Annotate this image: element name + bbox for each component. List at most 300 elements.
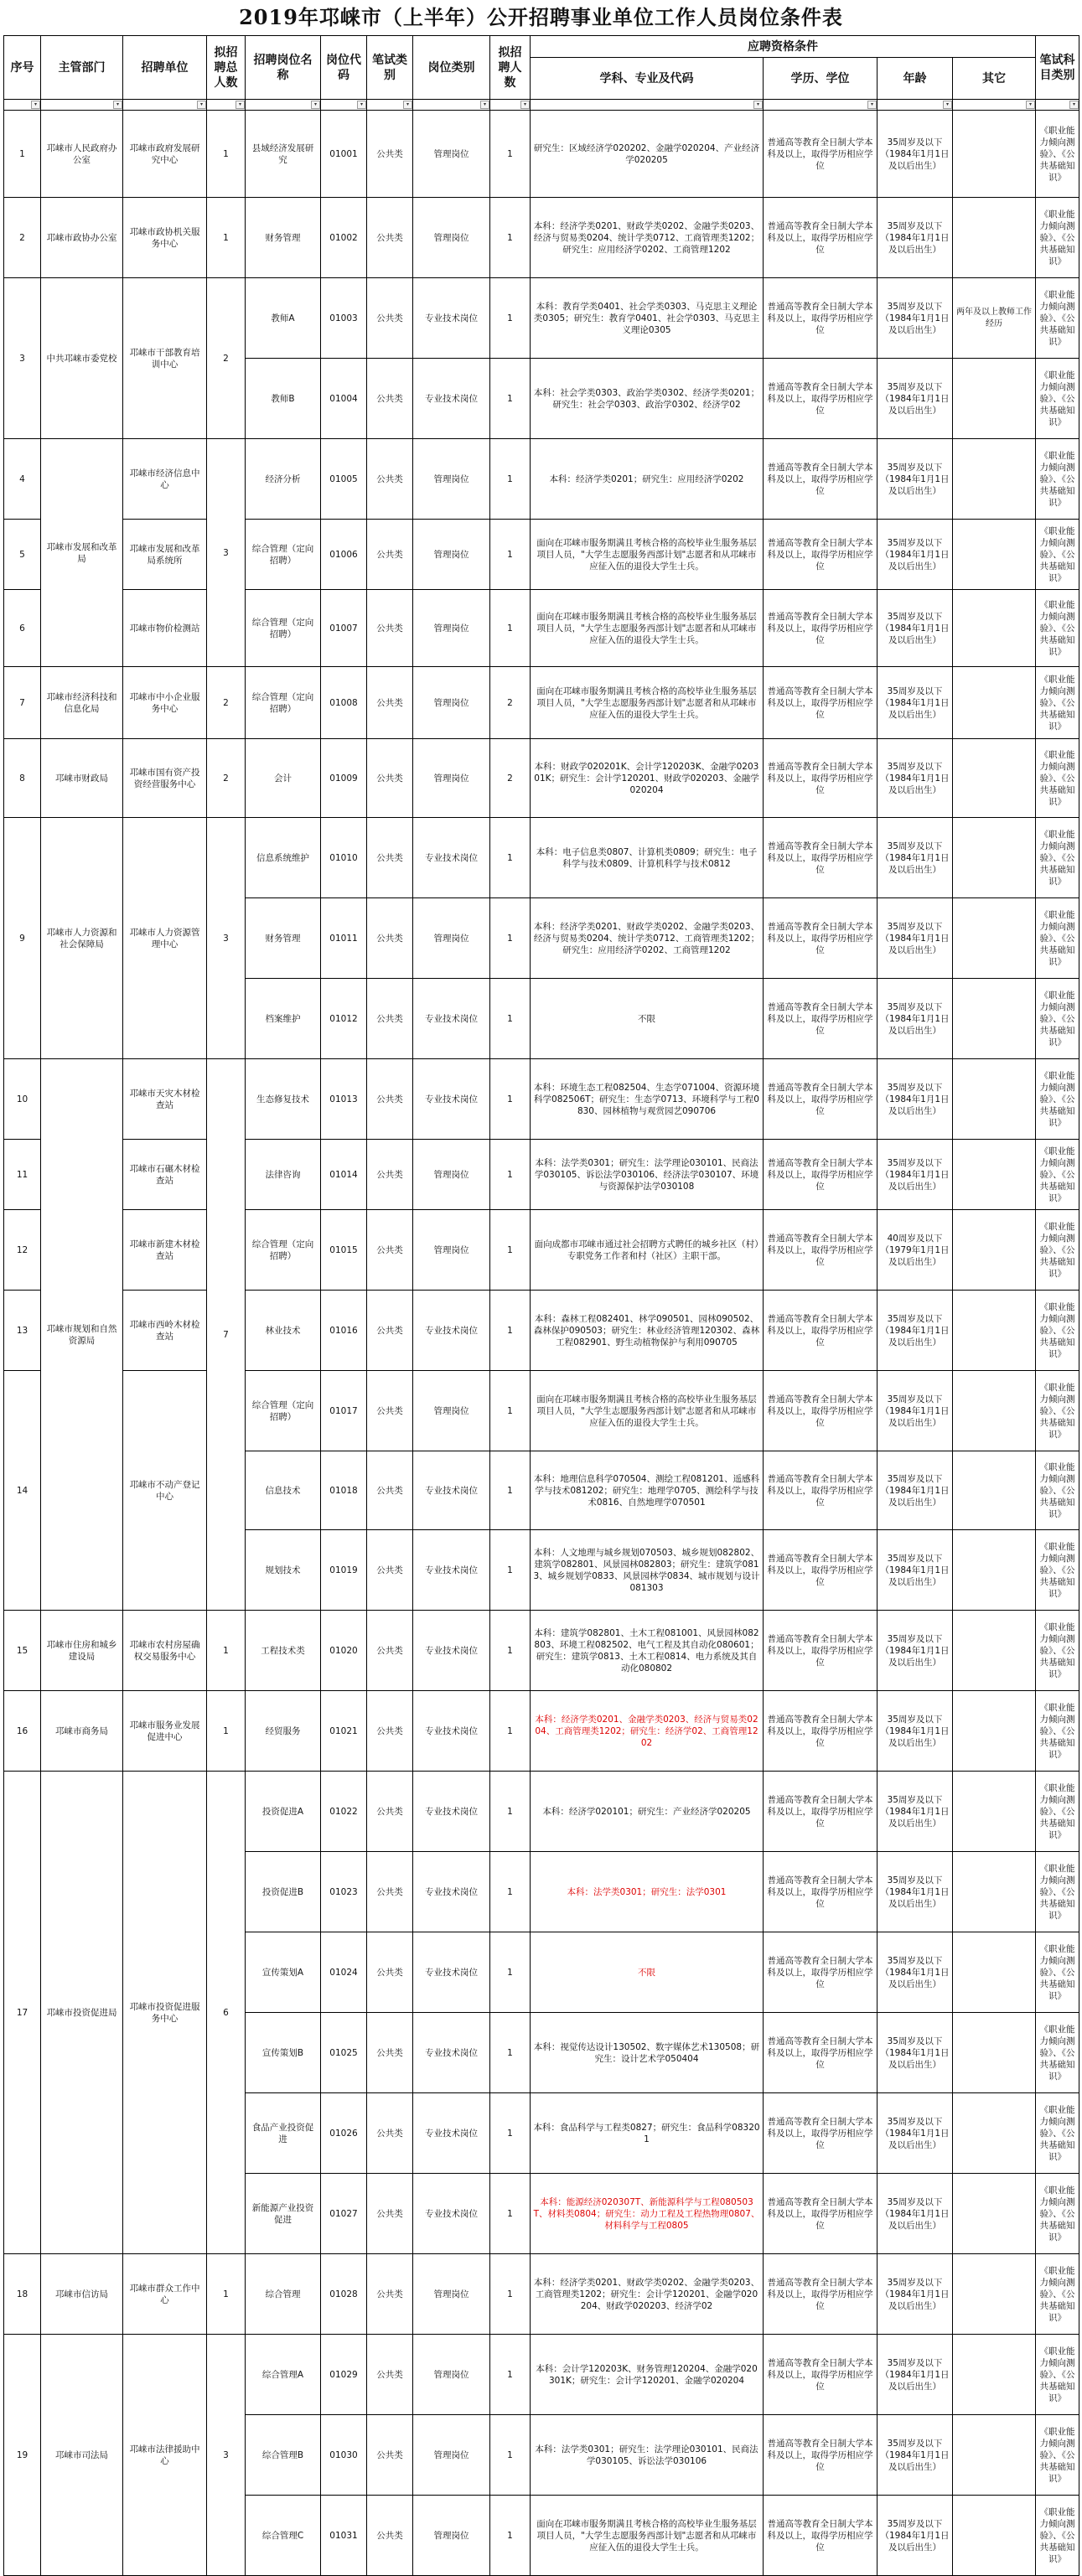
cell-exam-type: 公共类	[367, 1451, 413, 1530]
cell-seq: 2	[4, 198, 41, 278]
cell-other	[953, 1371, 1036, 1451]
cell-education: 普通高等教育全日制大学本科及以上，取得学历相应学位	[764, 359, 878, 439]
cell-unit: 邛崃市干部教育培训中心	[123, 278, 207, 439]
cell-exam-type: 公共类	[367, 1932, 413, 2013]
cell-position-name: 综合管理	[246, 2254, 321, 2335]
cell-age: 35周岁及以下（1984年1月1日及以后出生）	[878, 1451, 953, 1530]
cell-seq: 1	[4, 111, 41, 198]
cell-count: 1	[490, 2013, 531, 2093]
cell-total: 1	[207, 198, 246, 278]
cell-other	[953, 198, 1036, 278]
cell-dept: 邛崃市发展和改革局	[41, 439, 123, 667]
cell-exam-type: 公共类	[367, 979, 413, 1059]
cell-seq: 7	[4, 667, 41, 739]
cell-position-name: 食品产业投资促进	[246, 2093, 321, 2174]
cell-count: 1	[490, 359, 531, 439]
cell-dept: 邛崃市政协办公室	[41, 198, 123, 278]
cell-dept: 邛崃市规划和自然资源局	[41, 1059, 123, 1611]
table-row	[4, 2335, 1079, 2415]
position-table	[3, 35, 1079, 2576]
cell-age: 35周岁及以下（1984年1月1日及以后出生）	[878, 198, 953, 278]
cell-other	[953, 2013, 1036, 2093]
cell-position-code: 01018	[321, 1451, 367, 1530]
cell-other	[953, 359, 1036, 439]
cell-other	[953, 590, 1036, 667]
cell-dept: 邛崃市住房和城乡建设局	[41, 1611, 123, 1691]
cell-position-type: 专业技术岗位	[413, 818, 490, 898]
cell-position-type: 专业技术岗位	[413, 278, 490, 359]
cell-position-code: 01002	[321, 198, 367, 278]
cell-unit: 邛崃市国有资产投资经营服务中心	[123, 739, 207, 818]
cell-exam-type: 公共类	[367, 1530, 413, 1611]
cell-position-type: 专业技术岗位	[413, 1451, 490, 1530]
cell-position-code: 01005	[321, 439, 367, 520]
cell-seq: 11	[4, 1140, 41, 1210]
header-subject: 笔试科目类别	[1036, 36, 1079, 100]
header-dept: 主管部门	[41, 36, 123, 100]
cell-position-name: 宣传策划B	[246, 2013, 321, 2093]
cell-major: 本科：环境生态工程082504、生态学071004、资源环境科学082506T；研究生：生态学0713、环境科学与工程0830、园林植物与观赏园艺090706	[531, 1059, 764, 1140]
cell-major: 本科：法学类0301；研究生：法学理论030101、民商法学030105、诉讼法学030106	[531, 2415, 764, 2496]
cell-age: 35周岁及以下（1984年1月1日及以后出生）	[878, 979, 953, 1059]
cell-unit: 邛崃市不动产登记中心	[123, 1371, 207, 1611]
cell-seq: 19	[4, 2335, 41, 2576]
table-row	[4, 1210, 1079, 1291]
cell-other	[953, 1852, 1036, 1932]
cell-position-code: 01020	[321, 1611, 367, 1691]
cell-count: 1	[490, 1371, 531, 1451]
filter-row	[4, 100, 1079, 111]
cell-education: 普通高等教育全日制大学本科及以上，取得学历相应学位	[764, 1291, 878, 1371]
cell-count: 1	[490, 2174, 531, 2254]
table-row	[4, 111, 1079, 198]
cell-seq: 4	[4, 439, 41, 520]
cell-position-type: 专业技术岗位	[413, 1611, 490, 1691]
cell-position-type: 管理岗位	[413, 198, 490, 278]
cell-count: 1	[490, 520, 531, 590]
cell-other	[953, 739, 1036, 818]
cell-major: 本科：人文地理与城乡规划070503、城乡规划082802、建筑学082801、风景园林082803；研究生：建筑学0813、城乡规划学0833、风景园林学0834、城市规划与设计081303	[531, 1530, 764, 1611]
cell-exam-subject: 《职业能力倾向测验》、《公共基础知识》	[1036, 739, 1079, 818]
cell-position-code: 01023	[321, 1852, 367, 1932]
cell-unit: 邛崃市群众工作中心	[123, 2254, 207, 2335]
cell-education: 普通高等教育全日制大学本科及以上，取得学历相应学位	[764, 818, 878, 898]
cell-age: 35周岁及以下（1984年1月1日及以后出生）	[878, 818, 953, 898]
cell-education: 普通高等教育全日制大学本科及以上，取得学历相应学位	[764, 1772, 878, 1852]
cell-position-name: 综合管理C	[246, 2496, 321, 2576]
cell-age: 35周岁及以下（1984年1月1日及以后出生）	[878, 590, 953, 667]
cell-position-code: 01030	[321, 2415, 367, 2496]
cell-exam-type: 公共类	[367, 2415, 413, 2496]
cell-age: 35周岁及以下（1984年1月1日及以后出生）	[878, 2093, 953, 2174]
cell-position-code: 01027	[321, 2174, 367, 2254]
cell-age: 35周岁及以下（1984年1月1日及以后出生）	[878, 1611, 953, 1691]
cell-education: 普通高等教育全日制大学本科及以上，取得学历相应学位	[764, 1210, 878, 1291]
filter-arrow-icon[interactable]: ▾	[943, 101, 952, 109]
cell-position-name: 生态修复技术	[246, 1059, 321, 1140]
cell-other	[953, 2174, 1036, 2254]
filter-arrow-icon[interactable]: ▾	[31, 101, 40, 109]
cell-position-name: 财务管理	[246, 898, 321, 979]
cell-position-code: 01021	[321, 1691, 367, 1772]
cell-education: 普通高等教育全日制大学本科及以上，取得学历相应学位	[764, 2335, 878, 2415]
cell-exam-subject: 《职业能力倾向测验》、《公共基础知识》	[1036, 2415, 1079, 2496]
cell-major: 本科：电子信息类0807、计算机类0809；研究生：电子科学与技术0809、计算机科学与技术0812	[531, 818, 764, 898]
table-row	[4, 1291, 1079, 1371]
cell-seq: 9	[4, 818, 41, 1059]
cell-count: 1	[490, 590, 531, 667]
cell-position-name: 教师A	[246, 278, 321, 359]
header-type: 岗位类别	[413, 36, 490, 100]
cell-major: 本科：地理信息科学070504、测绘工程081201、遥感科学与技术081202；研究生：地理学0705、测绘科学与技术0816、自然地理学070501	[531, 1451, 764, 1530]
cell-unit: 邛崃市新建木材检查站	[123, 1210, 207, 1291]
cell-major: 本科：财政学020201K、会计学120203K、金融学020301K；研究生：会计学120201、财政学020203、金融学020204	[531, 739, 764, 818]
cell-position-type: 专业技术岗位	[413, 2013, 490, 2093]
table-row	[4, 1059, 1079, 1140]
cell-total: 2	[207, 278, 246, 439]
cell-education: 普通高等教育全日制大学本科及以上，取得学历相应学位	[764, 1140, 878, 1210]
cell-position-name: 综合管理（定向招聘）	[246, 590, 321, 667]
cell-other	[953, 1611, 1036, 1691]
cell-position-type: 管理岗位	[413, 439, 490, 520]
cell-count: 1	[490, 2254, 531, 2335]
cell-exam-subject: 《职业能力倾向测验》、《公共基础知识》	[1036, 2335, 1079, 2415]
header-unit: 招聘单位	[123, 36, 207, 100]
cell-exam-subject: 《职业能力倾向测验》、《公共基础知识》	[1036, 2013, 1079, 2093]
cell-major: 本科：教育学类0401、社会学类0303、马克思主义理论类0305；研究生：教育学0401、社会学0303、马克思主义理论0305	[531, 278, 764, 359]
cell-age: 35周岁及以下（1984年1月1日及以后出生）	[878, 2254, 953, 2335]
cell-count: 1	[490, 2335, 531, 2415]
filter-arrow-icon[interactable]: ▾	[113, 101, 122, 109]
cell-other	[953, 1530, 1036, 1611]
header-edu: 学历、学位	[764, 58, 878, 100]
cell-position-name: 投资促进B	[246, 1852, 321, 1932]
cell-position-type: 管理岗位	[413, 2496, 490, 2576]
cell-seq: 16	[4, 1691, 41, 1772]
cell-position-code: 01019	[321, 1530, 367, 1611]
cell-position-code: 01024	[321, 1932, 367, 2013]
cell-exam-type: 公共类	[367, 1210, 413, 1291]
cell-major: 本科：能源经济020307T、新能源科学与工程080503T、材料类0804；研究生：动力工程及工程热物理0807、材料科学与工程0805	[531, 2174, 764, 2254]
cell-dept: 中共邛崃市委党校	[41, 278, 123, 439]
filter-arrow-icon[interactable]: ▾	[1069, 101, 1079, 109]
cell-exam-type: 公共类	[367, 590, 413, 667]
filter-arrow-icon[interactable]: ▾	[1026, 101, 1035, 109]
cell-exam-subject: 《职业能力倾向测验》、《公共基础知识》	[1036, 1371, 1079, 1451]
cell-unit: 邛崃市西岭木材检查站	[123, 1291, 207, 1371]
cell-exam-type: 公共类	[367, 198, 413, 278]
cell-count: 2	[490, 667, 531, 739]
cell-position-code: 01007	[321, 590, 367, 667]
cell-major: 本科：经济学类0201、财政学类0202、金融学类0203、经济与贸易类0204、统计学类0712、工商管理类1202；研究生：应用经济学0202、工商管理1202	[531, 198, 764, 278]
table-row	[4, 1140, 1079, 1210]
cell-seq: 10	[4, 1059, 41, 1140]
cell-position-code: 01016	[321, 1291, 367, 1371]
cell-position-type: 专业技术岗位	[413, 1772, 490, 1852]
cell-major: 不限	[531, 979, 764, 1059]
cell-other	[953, 2415, 1036, 2496]
cell-position-name: 综合管理（定向招聘）	[246, 667, 321, 739]
cell-exam-subject: 《职业能力倾向测验》、《公共基础知识》	[1036, 1772, 1079, 1852]
cell-major: 本科：森林工程082401、林学090501、园林090502、森林保护090503；研究生：林业经济管理120302、森林工程082901、野生动植物保护与利用090705	[531, 1291, 764, 1371]
cell-major: 不限	[531, 1932, 764, 2013]
cell-exam-subject: 《职业能力倾向测验》、《公共基础知识》	[1036, 1530, 1079, 1611]
cell-unit: 邛崃市物价检测站	[123, 590, 207, 667]
cell-count: 1	[490, 818, 531, 898]
cell-exam-subject: 《职业能力倾向测验》、《公共基础知识》	[1036, 198, 1079, 278]
header-seq: 序号	[4, 36, 41, 100]
cell-education: 普通高等教育全日制大学本科及以上，取得学历相应学位	[764, 2496, 878, 2576]
table-row	[4, 278, 1079, 359]
cell-age: 35周岁及以下（1984年1月1日及以后出生）	[878, 1530, 953, 1611]
cell-count: 1	[490, 1932, 531, 2013]
cell-exam-subject: 《职业能力倾向测验》、《公共基础知识》	[1036, 2093, 1079, 2174]
table-row	[4, 1772, 1079, 1852]
table-row	[4, 739, 1079, 818]
cell-position-name: 法律咨询	[246, 1140, 321, 1210]
cell-seq: 15	[4, 1611, 41, 1691]
cell-exam-subject: 《职业能力倾向测验》、《公共基础知识》	[1036, 2174, 1079, 2254]
cell-age: 35周岁及以下（1984年1月1日及以后出生）	[878, 1059, 953, 1140]
cell-count: 1	[490, 1772, 531, 1852]
cell-exam-type: 公共类	[367, 898, 413, 979]
cell-position-type: 管理岗位	[413, 1210, 490, 1291]
cell-exam-subject: 《职业能力倾向测验》、《公共基础知识》	[1036, 979, 1079, 1059]
cell-unit: 邛崃市人力资源管理中心	[123, 818, 207, 1059]
cell-exam-subject: 《职业能力倾向测验》、《公共基础知识》	[1036, 111, 1079, 198]
filter-arrow-icon[interactable]: ▾	[753, 101, 763, 109]
cell-education: 普通高等教育全日制大学本科及以上，取得学历相应学位	[764, 439, 878, 520]
cell-unit: 邛崃市石碾木材检查站	[123, 1140, 207, 1210]
cell-total: 1	[207, 1691, 246, 1772]
cell-other	[953, 439, 1036, 520]
cell-age: 35周岁及以下（1984年1月1日及以后出生）	[878, 2415, 953, 2496]
cell-other	[953, 2254, 1036, 2335]
cell-education: 普通高等教育全日制大学本科及以上，取得学历相应学位	[764, 520, 878, 590]
cell-other	[953, 667, 1036, 739]
cell-age: 35周岁及以下（1984年1月1日及以后出生）	[878, 1852, 953, 1932]
cell-position-name: 投资促进A	[246, 1772, 321, 1852]
cell-position-type: 专业技术岗位	[413, 1691, 490, 1772]
cell-other	[953, 2335, 1036, 2415]
cell-count: 2	[490, 739, 531, 818]
cell-age: 35周岁及以下（1984年1月1日及以后出生）	[878, 1291, 953, 1371]
cell-exam-subject: 《职业能力倾向测验》、《公共基础知识》	[1036, 667, 1079, 739]
cell-position-type: 专业技术岗位	[413, 359, 490, 439]
cell-position-name: 档案维护	[246, 979, 321, 1059]
cell-other	[953, 1291, 1036, 1371]
cell-position-name: 经贸服务	[246, 1691, 321, 1772]
cell-age: 35周岁及以下（1984年1月1日及以后出生）	[878, 1691, 953, 1772]
cell-position-type: 专业技术岗位	[413, 1530, 490, 1611]
filter-arrow-icon[interactable]: ▾	[520, 101, 530, 109]
cell-seq: 5	[4, 520, 41, 590]
cell-dept: 邛崃市投资促进局	[41, 1772, 123, 2254]
cell-other	[953, 1140, 1036, 1210]
cell-other	[953, 1932, 1036, 2013]
cell-dept: 邛崃市商务局	[41, 1691, 123, 1772]
cell-position-type: 管理岗位	[413, 898, 490, 979]
cell-count: 1	[490, 1291, 531, 1371]
cell-total: 3	[207, 818, 246, 1059]
cell-position-name: 教师B	[246, 359, 321, 439]
cell-position-name: 信息技术	[246, 1451, 321, 1530]
cell-position-code: 01029	[321, 2335, 367, 2415]
cell-exam-type: 公共类	[367, 359, 413, 439]
filter-arrow-icon[interactable]: ▾	[403, 101, 412, 109]
cell-position-name: 综合管理（定向招聘）	[246, 1210, 321, 1291]
cell-education: 普通高等教育全日制大学本科及以上，取得学历相应学位	[764, 2174, 878, 2254]
cell-age: 35周岁及以下（1984年1月1日及以后出生）	[878, 278, 953, 359]
cell-age: 35周岁及以下（1984年1月1日及以后出生）	[878, 520, 953, 590]
cell-position-type: 专业技术岗位	[413, 1291, 490, 1371]
cell-exam-type: 公共类	[367, 2013, 413, 2093]
cell-exam-subject: 《职业能力倾向测验》、《公共基础知识》	[1036, 278, 1079, 359]
cell-exam-subject: 《职业能力倾向测验》、《公共基础知识》	[1036, 1210, 1079, 1291]
cell-major: 本科：经济学类0201、财政学类0202、金融学类0203、经济与贸易类0204、统计学类0712、工商管理类1202；研究生：应用经济学0202、工商管理1202	[531, 898, 764, 979]
cell-education: 普通高等教育全日制大学本科及以上，取得学历相应学位	[764, 898, 878, 979]
filter-arrow-icon[interactable]: ▾	[480, 101, 489, 109]
cell-exam-type: 公共类	[367, 1291, 413, 1371]
cell-education: 普通高等教育全日制大学本科及以上，取得学历相应学位	[764, 1059, 878, 1140]
cell-exam-subject: 《职业能力倾向测验》、《公共基础知识》	[1036, 898, 1079, 979]
cell-age: 35周岁及以下（1984年1月1日及以后出生）	[878, 2496, 953, 2576]
cell-major: 研究生：区域经济学020202、金融学020204、产业经济学020205	[531, 111, 764, 198]
cell-exam-subject: 《职业能力倾向测验》、《公共基础知识》	[1036, 520, 1079, 590]
cell-other	[953, 1210, 1036, 1291]
header-age: 年龄	[878, 58, 953, 100]
filter-arrow-icon[interactable]: ▾	[357, 101, 366, 109]
cell-unit: 邛崃市农村房屋确权交易服务中心	[123, 1611, 207, 1691]
cell-exam-type: 公共类	[367, 1140, 413, 1210]
cell-position-code: 01001	[321, 111, 367, 198]
cell-total: 3	[207, 439, 246, 667]
cell-position-code: 01014	[321, 1140, 367, 1210]
cell-position-code: 01028	[321, 2254, 367, 2335]
filter-arrow-icon[interactable]: ▾	[311, 101, 320, 109]
cell-count: 1	[490, 1691, 531, 1772]
cell-education: 普通高等教育全日制大学本科及以上，取得学历相应学位	[764, 198, 878, 278]
page-title: 2019年邛崃市（上半年）公开招聘事业单位工作人员岗位条件表	[239, 5, 843, 29]
cell-seq: 13	[4, 1291, 41, 1371]
header-other: 其它	[953, 58, 1036, 100]
cell-position-code: 01015	[321, 1210, 367, 1291]
cell-other	[953, 1059, 1036, 1140]
cell-age: 35周岁及以下（1984年1月1日及以后出生）	[878, 1371, 953, 1451]
cell-age: 35周岁及以下（1984年1月1日及以后出生）	[878, 2335, 953, 2415]
table-row	[4, 520, 1079, 590]
cell-education: 普通高等教育全日制大学本科及以上，取得学历相应学位	[764, 1611, 878, 1691]
cell-education: 普通高等教育全日制大学本科及以上，取得学历相应学位	[764, 2093, 878, 2174]
cell-exam-type: 公共类	[367, 520, 413, 590]
cell-education: 普通高等教育全日制大学本科及以上，取得学历相应学位	[764, 667, 878, 739]
cell-position-name: 县域经济发展研究	[246, 111, 321, 198]
cell-exam-subject: 《职业能力倾向测验》、《公共基础知识》	[1036, 2254, 1079, 2335]
cell-age: 40周岁及以下（1979年1月1日及以后出生）	[878, 1210, 953, 1291]
cell-other	[953, 1691, 1036, 1772]
cell-other	[953, 2496, 1036, 2576]
cell-education: 普通高等教育全日制大学本科及以上，取得学历相应学位	[764, 1371, 878, 1451]
cell-dept: 邛崃市经济科技和信息化局	[41, 667, 123, 739]
filter-arrow-icon[interactable]: ▾	[197, 101, 206, 109]
table-row	[4, 2254, 1079, 2335]
cell-major: 本科：视觉传达设计130502、数字媒体艺术130508；研究生：设计艺术学050404	[531, 2013, 764, 2093]
cell-education: 普通高等教育全日制大学本科及以上，取得学历相应学位	[764, 278, 878, 359]
cell-position-type: 管理岗位	[413, 2335, 490, 2415]
table-body	[4, 111, 1079, 2576]
cell-position-name: 新能源产业投资促进	[246, 2174, 321, 2254]
cell-exam-subject: 《职业能力倾向测验》、《公共基础知识》	[1036, 1932, 1079, 2013]
cell-age: 35周岁及以下（1984年1月1日及以后出生）	[878, 2174, 953, 2254]
cell-major: 面向在邛崃市服务期满且考核合格的高校毕业生服务基层项目人员，"大学生志愿服务西部计划"志愿者和从邛崃市应征入伍的退役大学生士兵。	[531, 1371, 764, 1451]
cell-dept: 邛崃市人力资源和社会保障局	[41, 818, 123, 1059]
cell-major: 本科：经济学类0201、财政学类0202、金融学类0203、工商管理类1202；研究生：会计学120201、金融学020204、财政学020203、经济学02	[531, 2254, 764, 2335]
cell-other	[953, 2093, 1036, 2174]
cell-position-name: 会计	[246, 739, 321, 818]
cell-education: 普通高等教育全日制大学本科及以上，取得学历相应学位	[764, 1451, 878, 1530]
filter-arrow-icon[interactable]: ▾	[867, 101, 877, 109]
cell-major: 本科：经济学020101；研究生：产业经济学020205	[531, 1772, 764, 1852]
cell-exam-subject: 《职业能力倾向测验》、《公共基础知识》	[1036, 1691, 1079, 1772]
cell-position-name: 综合管理（定向招聘）	[246, 1371, 321, 1451]
cell-count: 1	[490, 278, 531, 359]
cell-exam-type: 公共类	[367, 1691, 413, 1772]
cell-position-code: 01006	[321, 520, 367, 590]
cell-position-type: 专业技术岗位	[413, 1932, 490, 2013]
cell-dept: 邛崃市财政局	[41, 739, 123, 818]
filter-arrow-icon[interactable]: ▾	[236, 101, 245, 109]
cell-exam-type: 公共类	[367, 739, 413, 818]
cell-major: 本科：会计学120203K、财务管理120204、金融学020301K；研究生：会计学120201、金融学020204	[531, 2335, 764, 2415]
cell-position-code: 01022	[321, 1772, 367, 1852]
cell-total: 1	[207, 1611, 246, 1691]
cell-count: 1	[490, 1451, 531, 1530]
cell-age: 35周岁及以下（1984年1月1日及以后出生）	[878, 439, 953, 520]
cell-exam-subject: 《职业能力倾向测验》、《公共基础知识》	[1036, 818, 1079, 898]
cell-position-name: 工程技术类	[246, 1611, 321, 1691]
cell-position-type: 专业技术岗位	[413, 1852, 490, 1932]
cell-exam-type: 公共类	[367, 2093, 413, 2174]
cell-count: 1	[490, 1140, 531, 1210]
cell-exam-type: 公共类	[367, 1852, 413, 1932]
cell-exam-type: 公共类	[367, 2335, 413, 2415]
cell-exam-type: 公共类	[367, 2174, 413, 2254]
cell-position-name: 规划技术	[246, 1530, 321, 1611]
cell-exam-type: 公共类	[367, 1772, 413, 1852]
cell-seq: 6	[4, 590, 41, 667]
cell-exam-type: 公共类	[367, 2496, 413, 2576]
cell-seq: 8	[4, 739, 41, 818]
cell-unit: 邛崃市中小企业服务中心	[123, 667, 207, 739]
cell-exam-type: 公共类	[367, 278, 413, 359]
cell-position-type: 管理岗位	[413, 2254, 490, 2335]
header-conditions: 应聘资格条件	[531, 36, 1036, 58]
cell-seq: 17	[4, 1772, 41, 2254]
cell-age: 35周岁及以下（1984年1月1日及以后出生）	[878, 1772, 953, 1852]
cell-count: 1	[490, 979, 531, 1059]
cell-education: 普通高等教育全日制大学本科及以上，取得学历相应学位	[764, 2254, 878, 2335]
cell-education: 普通高等教育全日制大学本科及以上，取得学历相应学位	[764, 1530, 878, 1611]
header-code: 岗位代码	[321, 36, 367, 100]
header-count: 拟招聘人数	[490, 36, 531, 100]
cell-position-name: 综合管理（定向招聘）	[246, 520, 321, 590]
cell-exam-subject: 《职业能力倾向测验》、《公共基础知识》	[1036, 2496, 1079, 2576]
cell-other	[953, 818, 1036, 898]
cell-exam-subject: 《职业能力倾向测验》、《公共基础知识》	[1036, 1451, 1079, 1530]
cell-exam-subject: 《职业能力倾向测验》、《公共基础知识》	[1036, 1140, 1079, 1210]
cell-major: 本科：食品科学与工程类0827；研究生：食品科学083201	[531, 2093, 764, 2174]
cell-seq: 18	[4, 2254, 41, 2335]
